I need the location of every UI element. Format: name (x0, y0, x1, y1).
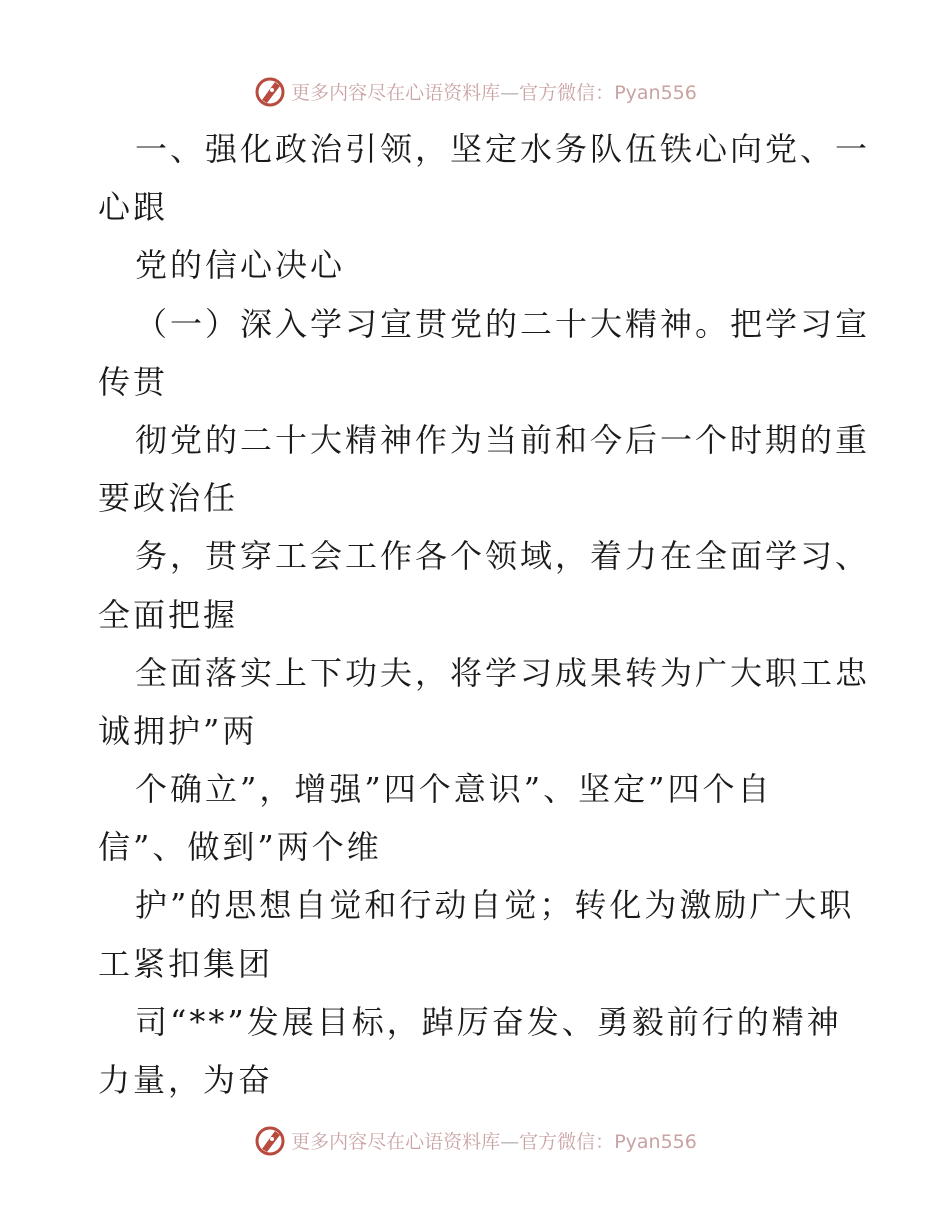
text-line: 彻党的二十大精神作为当前和今后一个时期的重 (135, 420, 871, 459)
text-line: 传贯 (98, 362, 169, 401)
text-line: 党的信心决心 (135, 246, 346, 285)
footer-banner (0, 1120, 950, 1160)
text-line: 全面落实上下功夫，将学习成果转为广大职工忠 (135, 653, 871, 692)
banner-dash: — (500, 81, 520, 104)
text-line: 信”、做到”两个维 (98, 828, 382, 867)
header-banner-text (291, 78, 697, 105)
text-line: 心跟 (98, 188, 169, 227)
banner-wechat-id: Pyan556 (614, 81, 697, 104)
banner-official-label: 官方微信： (519, 1130, 615, 1153)
text-line: 力量，为奋 (98, 1061, 274, 1099)
text-line: 诚拥护”两 (98, 711, 258, 750)
text-line: 工紧扣集团 (98, 944, 274, 983)
pen-nib-logo-icon (253, 1123, 287, 1157)
header-banner (0, 71, 950, 111)
text-line: 要政治任 (98, 479, 239, 518)
text-line: 务，贯穿工会工作各个领域，着力在全面学习、 (135, 537, 871, 576)
text-line: 全面把握 (98, 595, 239, 634)
text-line: 护”的思想自觉和行动自觉；转化为激励广大职 (135, 886, 855, 925)
text-line: 一、强化政治引领，坚定水务队伍铁心向党、一 (135, 130, 871, 168)
pen-nib-logo-icon (253, 74, 287, 108)
text-line: 个确立”，增强”四个意识”、坚定”四个自 (135, 770, 773, 809)
banner-site-text: 更多内容尽在心语资料库 (291, 81, 501, 104)
banner-site-text: 更多内容尽在心语资料库 (291, 1130, 501, 1153)
body-text (98, 120, 871, 1109)
banner-official-label: 官方微信： (519, 81, 615, 104)
text-line: （一）深入学习宣贯党的二十大精神。把学习宣 (135, 304, 871, 343)
banner-wechat-id: Pyan556 (614, 1130, 697, 1153)
footer-banner-text (291, 1127, 697, 1154)
text-line: 司“**”发展目标，踔厉奋发、勇毅前行的精神 (135, 1002, 842, 1041)
banner-dash: — (500, 1130, 520, 1153)
